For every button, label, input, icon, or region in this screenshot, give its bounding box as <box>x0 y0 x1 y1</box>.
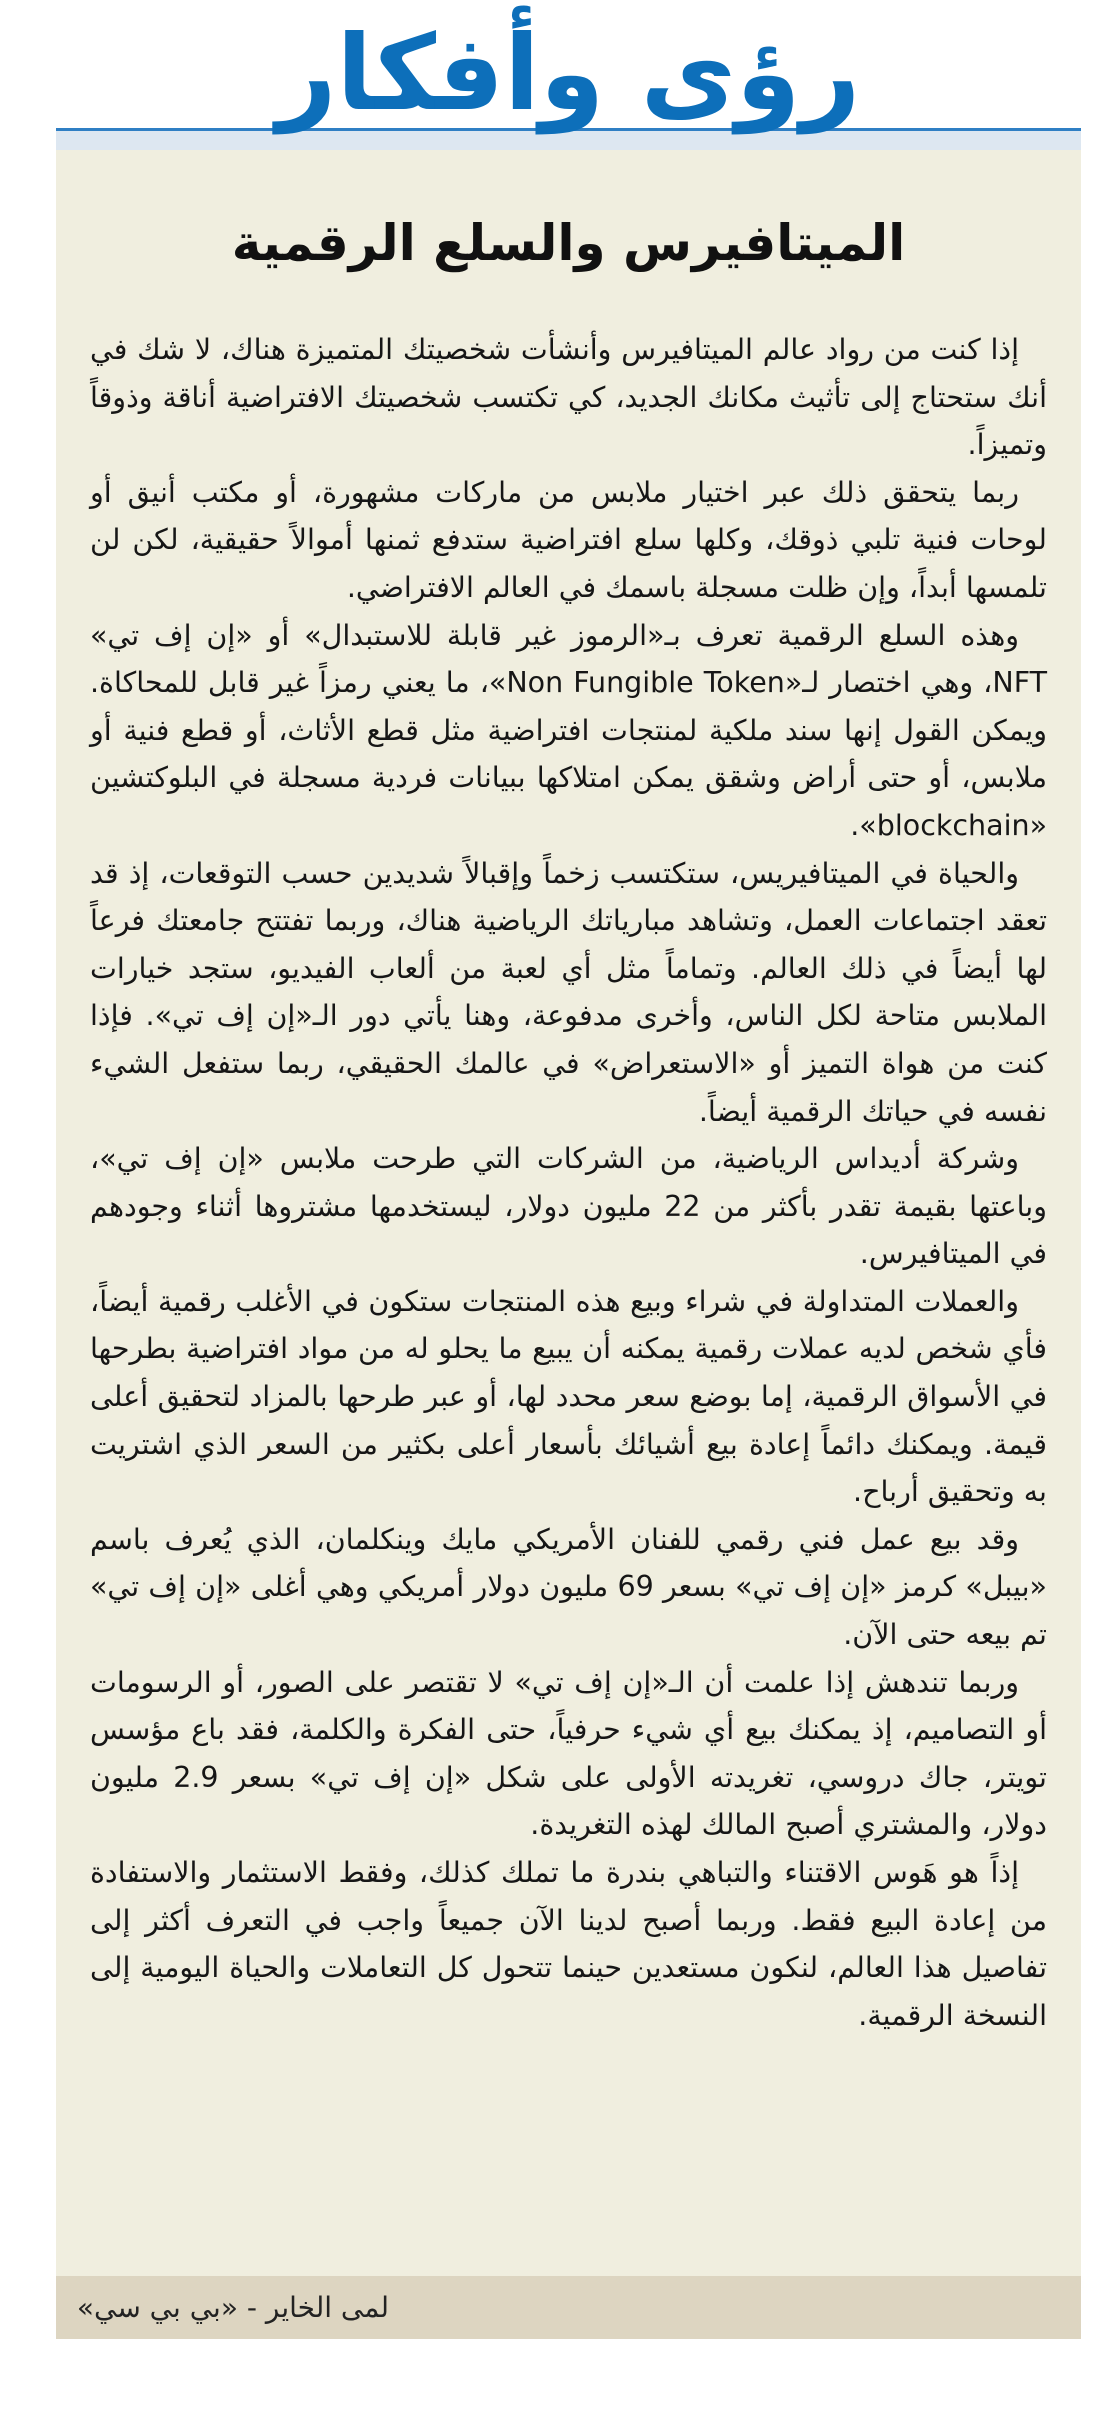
section-title: رؤى وأفكار <box>276 12 861 134</box>
article-paragraph: وهذه السلع الرقمية تعرف بـ«الرموز غير قابلة للاستبدال» أو «إن إف تي» NFT، وهي اختصار لـ«Non Fungible Token»، ما يعني رمزاً غير قابل للمحاكاة. ويمكن القول إنها سند ملكية لمنتجات افتراضية مثل قطع الأثاث، أو قطع فنية أو ملابس، أو حتى أراض وشقق يمكن امتلاكها ببيانات فردية مسجلة في البلوكتشين «blockchain». <box>90 618 1047 842</box>
article-paragraph: ربما يتحقق ذلك عبر اختيار ملابس من ماركات مشهورة، أو مكتب أنيق أو لوحات فنية تلبي ذوقك، وكلها سلع افتراضية ستدفع ثمنها أموالاً حقيقية، لكن لن تلمسها أبداً، وإن ظلت مسجلة باسمك في العالم الافتراضي. <box>90 475 1047 604</box>
byline-bar <box>56 2276 1081 2339</box>
masthead <box>56 0 1081 150</box>
author-byline: لمى الخاير - «بي بي سي» <box>76 2291 389 2324</box>
article-paragraph: وقد بيع عمل فني رقمي للفنان الأمريكي مايك وينكلمان، الذي يُعرف باسم «بيبل» كرمز «إن إف تي» بسعر 69 مليون دولار أمريكي وهي أغلى «إن إف تي» تم بيعه حتى الآن. <box>90 1522 1047 1652</box>
article-paragraph: وشركة أديداس الرياضية، من الشركات التي طرحت ملابس «إن إف تي»، وباعتها بقيمة تقدر بأكثر من 22 مليون دولار، ليستخدمها مشتروها أثناء وجودهم في الميتافيرس. <box>90 1142 1047 1271</box>
article-paragraph: والعملات المتداولة في شراء وبيع هذه المنتجات ستكون في الأغلب رقمية أيضاً، فأي شخص لديه عملات رقمية يمكنه أن يبيع ما يحلو له من مواد افتراضية بطرحها في الأسواق الرقمية، إما بوضع سعر محدد لها، أو عبر طرحها بالمزاد لتحقيق أعلى قيمة. ويمكنك دائماً إعادة بيع أشيائك بأسعار أعلى بكثير من السعر الذي اشتريت به وتحقيق أرباح. <box>90 1284 1047 1509</box>
article-paragraph: والحياة في الميتافيريس، ستكتسب زخماً وإقبالاً شديدين حسب التوقعات، إذ قد تعقد اجتماعات العمل، وتشاهد مبارياتك الرياضية هناك، وربما تفتتح جامعتك فرعاً لها أيضاً في ذلك العالم. وتماماً مثل أي لعبة من ألعاب الفيديو، ستجد خيارات الملابس متاحة لكل الناس، وأخرى مدفوعة، وهنا يأتي دور الـ«إن إف تي». فإذا كنت من هواة التميز أو «الاستعراض» في عالمك الحقيقي، ربما ستفعل الشيء نفسه في حياتك الرقمية أيضاً. <box>90 856 1047 1128</box>
article-headline: الميتافيرس والسلع الرقمية <box>231 214 906 272</box>
article-body <box>90 326 1047 2039</box>
article-paragraph: إذاً هو هَوس الاقتناء والتباهي بندرة ما تملك كذلك، وفقط الاستثمار والاستفادة من إعادة البيع فقط. وربما أصبح لدينا الآن جميعاً واجب في التعرف أكثر إلى تفاصيل هذا العالم، لنكون مستعدين حينما تتحول كل التعاملات والحياة اليومية إلى النسخة الرقمية. <box>90 1856 1047 2032</box>
article-panel <box>56 150 1081 2298</box>
article-paragraph: إذا كنت من رواد عالم الميتافيرس وأنشأت شخصيتك المتميزة هناك، لا شك في أنك ستحتاج إلى تأثيث مكانك الجديد، كي تكتسب شخصيتك الافتراضية أناقة وذوقاً وتميزاً. <box>90 333 1047 462</box>
article-paragraph: وربما تندهش إذا علمت أن الـ«إن إف تي» لا تقتصر على الصور، أو الرسومات أو التصاميم، إذ يمكنك بيع أي شيء حرفياً، حتى الفكرة والكلمة، فقد باع مؤسس تويتر، جاك دروسي، تغريدته الأولى على شكل «إن إف تي» بسعر 2.9 مليون دولار، والمشتري أصبح المالك لهذه التغريدة. <box>90 1665 1047 1842</box>
